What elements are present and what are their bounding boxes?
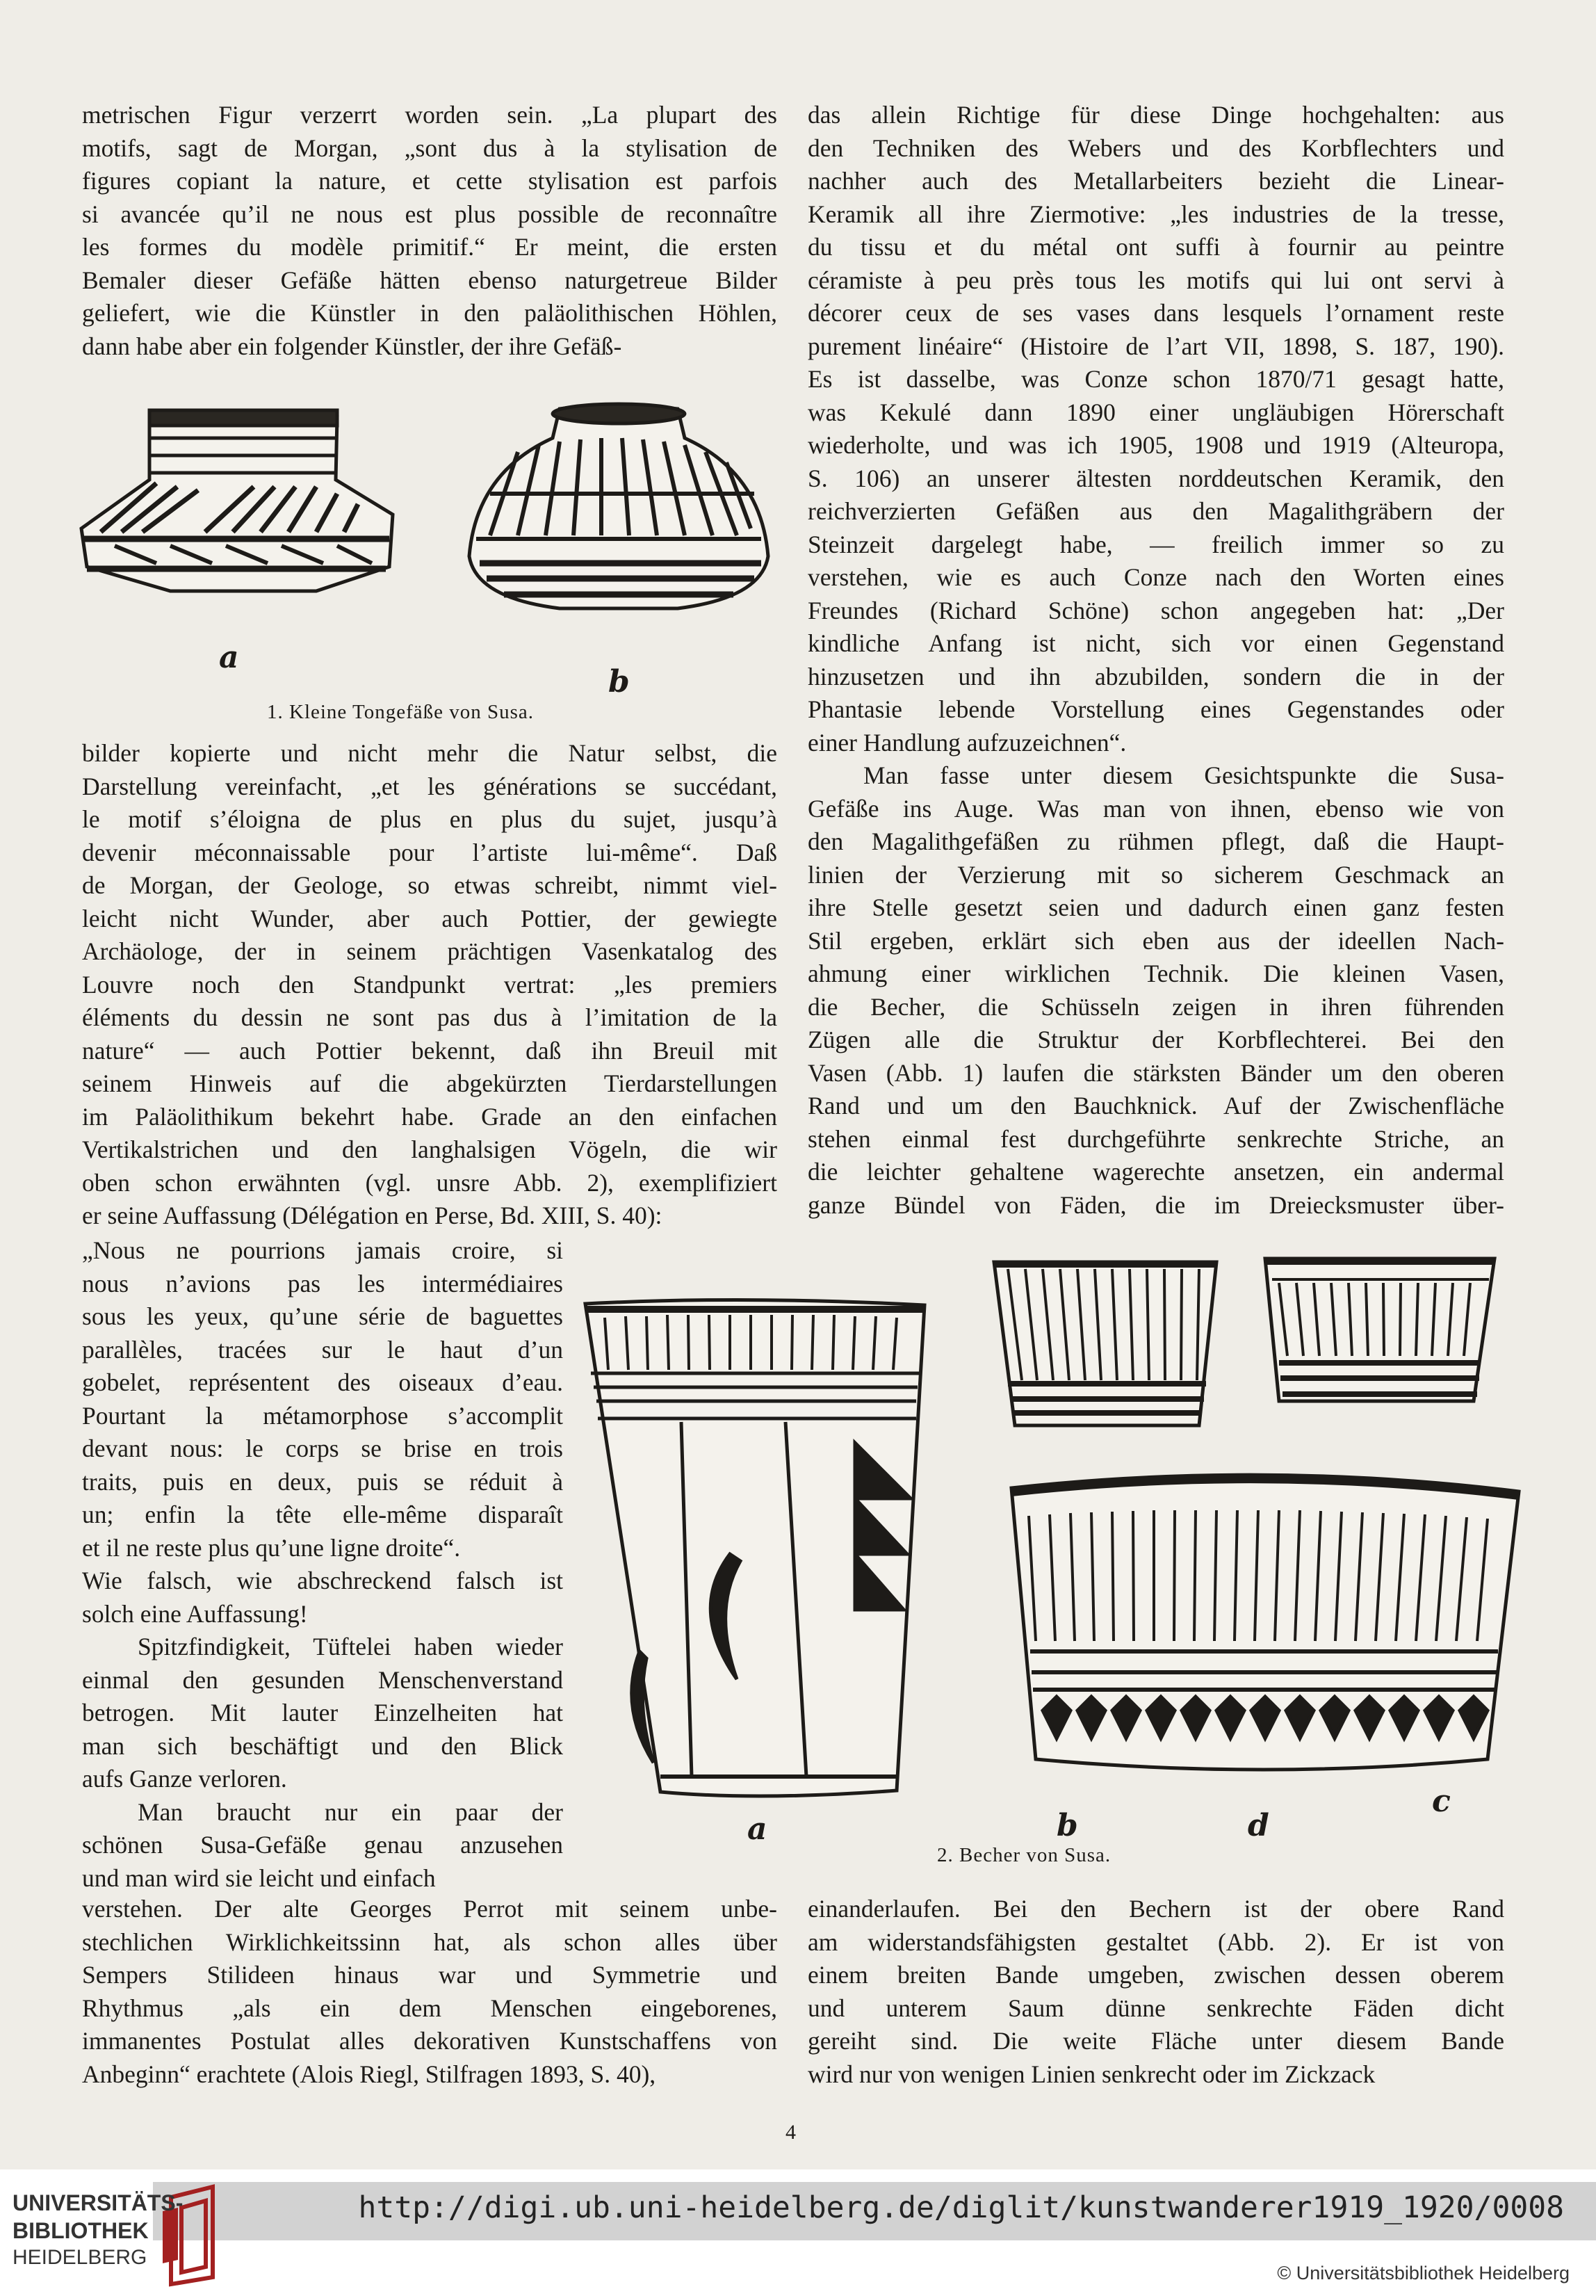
text-line: „Nous ne pourrions jamais croire, si (82, 1236, 563, 1264)
text-line: betrogen. Mit lauter Einzelheiten hat (82, 1699, 563, 1727)
vessel-1a (81, 410, 393, 591)
text-line: purement linéaire“ (Histoire de l’art VII, 1898, S. 187, 190). (808, 332, 1504, 360)
text-line: Vertikalstrichen und den langhalsigen Vögeln, die wir (82, 1135, 777, 1163)
left-column-bottom-text (82, 1893, 777, 2091)
text-line: Stil ergeben, erklärt sich eben aus der ideellen Nach- (808, 926, 1504, 955)
right-column-top-text (808, 99, 1504, 1222)
text-line: man sich beschäftigt und den Blick (82, 1731, 563, 1760)
bowl-2c-large (1011, 1475, 1519, 1770)
text-line: stehen einmal fest durchgeführte senkrechte Striche, an (808, 1124, 1504, 1153)
text-line: und man wird sie leicht und einfach (82, 1864, 436, 1892)
text-line: hinzusetzen und ihn abzubilden, sondern die in der (808, 662, 1504, 690)
text-line: Anbeginn“ erachtete (Alois Riegl, Stilfragen 1893, S. 40), (82, 2060, 656, 2088)
text-line: verstehen. Der alte Georges Perrot mit seinem unbe- (82, 1895, 777, 1923)
text-line: die Becher, die Schüsseln zeigen in ihren führenden (808, 992, 1504, 1021)
text-line: einer Handlung aufzuzeichnen“. (808, 728, 1127, 757)
text-line: un; enfin la tête elle-même disparaît (82, 1501, 563, 1528)
left-column-quote-text (82, 1234, 563, 1895)
text-line: du tissu et du métal ont suffi à fournir au peintre (808, 233, 1504, 261)
text-line: und unterem Saum dünne senkrechte Fäden dicht (808, 1994, 1504, 2022)
text-line: er seine Auffassung (Délégation en Perse, Bd. XIII, S. 40): (82, 1202, 662, 1229)
text-line: Darstellung vereinfacht, „et les générations se succédant, (82, 772, 777, 800)
text-line: seinem Hinweis auf die abgekürzten Tierdarstellungen (82, 1069, 777, 1097)
text-line: Wie falsch, wie abschreckend falsch ist (82, 1567, 563, 1594)
figure-1-vessels (73, 389, 782, 700)
text-line: Louvre noch den Standpunkt vertrat: „les premiers (82, 970, 777, 999)
text-line: dann habe aber ein folgender Künstler, der ihre Gefäß- (82, 332, 622, 360)
text-line: wiederholte, und was ich 1905, 1908 und 1919 (Alteuropa, (808, 431, 1504, 459)
figure-1-label-a: a (219, 640, 239, 675)
text-line: Freundes (Richard Schöne) schon angegeben hat: „Der (808, 596, 1504, 624)
text-line: das allein Richtige für diese Dinge hochgehalten: aus (808, 101, 1504, 129)
figure-1-caption: 1. Kleine Tongefäße von Susa. (267, 701, 535, 723)
text-line: céramiste à peu près tous les motifs qui lui ont servi à (808, 266, 1504, 294)
text-line: aufs Ganze verloren. (82, 1765, 287, 1793)
text-lines (82, 99, 777, 363)
figure-2-beakers (987, 1252, 1536, 1843)
text-line: traits, puis en deux, puis se réduit à (82, 1467, 563, 1496)
text-line: die leichter gehaltene wagerechte ansetzen, ein andermal (808, 1158, 1504, 1186)
figure-2-caption: 2. Becher von Susa. (937, 1844, 1112, 1866)
text-line: leicht nicht Wunder, aber auch Pottier, der gewiegte (82, 904, 777, 932)
text-line: einmal den gesunden Menschenverstand (82, 1665, 563, 1694)
text-lines (82, 737, 777, 1233)
figure-2-label-a: a (747, 1811, 767, 1847)
text-line: Es ist dasselbe, was Conze schon 1870/71 gesagt hatte, (808, 365, 1504, 393)
beaker-2b-small (994, 1262, 1216, 1425)
page-number: 4 (785, 2121, 796, 2144)
text-line: den Magalithgefäßen zu rühmen pflegt, daß die Haupt- (808, 827, 1504, 855)
text-line: figures copiant la nature, et cette stylisation est parfois (82, 167, 777, 195)
text-line: nachher auch des Metallarbeiters bezieht die Linear- (808, 167, 1504, 195)
text-line: den Techniken des Webers und des Korbflechters und (808, 134, 1504, 162)
copyright-notice: © Universitätsbibliothek Heidelberg (1277, 2263, 1570, 2283)
text-line: Archäologe, der in seinem prächtigen Vasenkatalog des (82, 937, 777, 965)
text-line: schönen Susa-Gefäße genau anzusehen (82, 1831, 563, 1859)
text-line: linien der Verzierung mit so sicherem Geschmack an (808, 860, 1504, 889)
text-line: Steinzeit dargelegt habe, — freilich immer so zu (808, 530, 1504, 558)
text-line: Man braucht nur ein paar der (138, 1797, 563, 1826)
text-line: Bemaler dieser Gefäße hätten ebenso naturgetreue Bilder (82, 266, 777, 294)
text-line: immanentes Postulat alles dekorativen Kunstschaffens von (82, 2027, 777, 2055)
text-line: bilder kopierte und nicht mehr die Natur selbst, die (82, 739, 777, 767)
text-line: décorer ceux de ses vases dans lesquels l’ornament reste (808, 299, 1504, 327)
figure-2a-beaker (577, 1290, 938, 1846)
text-line: einanderlaufen. Bei den Bechern ist der obere Rand (808, 1895, 1504, 1923)
text-line: oben schon erwähnten (vgl. unsre Abb. 2), exemplifiziert (82, 1168, 777, 1197)
text-line: Zügen alle die Struktur der Korbflechterei. Bei den (808, 1026, 1504, 1053)
left-column-top-text (82, 99, 777, 363)
text-line: geliefert, wie die Künstler in den paläolithischen Höhlen, (82, 299, 777, 327)
text-line: Rand und um den Bauchknick. Auf der Zwischenfläche (808, 1092, 1504, 1119)
text-line: les formes du modèle primitif.“ Er meint, die ersten (82, 233, 777, 261)
text-line: ganze Bündel von Fäden, die im Dreiecksmuster über- (808, 1190, 1504, 1219)
text-line: Keramik all ihre Ziermotive: „les industries de la tresse, (808, 200, 1504, 228)
vessel-1b (469, 404, 768, 608)
text-line: verstehen, wie es auch Conze nach den Worten eines (808, 563, 1504, 591)
figure-1-label-b: b (608, 664, 630, 700)
text-line: nature“ — auch Pottier bekennt, daß ihn Breuil mit (82, 1036, 777, 1065)
text-line: Rhythmus „als ein dem Menschen eingeborenes, (82, 1994, 777, 2022)
figure-2-label-b: b (1057, 1808, 1078, 1843)
text-line: Gefäße ins Auge. Was man von ihnen, ebenso wie von (808, 794, 1504, 823)
text-line: Vasen (Abb. 1) laufen die stärksten Bänder um den oberen (808, 1058, 1504, 1087)
text-line: stechlichen Wirklichkeitssinn hat, als schon alles über (82, 1927, 777, 1956)
text-line: metrischen Figur verzerrt worden sein. „La plupart des (82, 101, 777, 129)
text-line: einem breiten Bande umgeben, zwischen dessen oberem (808, 1961, 1504, 1989)
text-line: et il ne reste plus qu’une ligne droite“. (82, 1533, 461, 1562)
text-line: im Paläolithikum bekehrt habe. Grade an den einfachen (82, 1102, 777, 1131)
text-line: Pourtant la métamorphose s’accomplit (82, 1401, 563, 1430)
figure-2-label-c: c (1432, 1784, 1451, 1819)
text-line: S. 106) an unserer ältesten norddeutschen Keramik, den (808, 464, 1504, 492)
text-line: am widerstandsfähigsten gestaltet (Abb. 2). Er ist von (808, 1927, 1504, 1956)
text-line: Man fasse unter diesem Gesichtspunkte die Susa- (863, 761, 1504, 789)
text-line: parallèles, tracées sur le haut d’un (82, 1335, 563, 1364)
text-line: devenir méconnaissable pour l’artiste lui-même“. Daß (82, 838, 777, 866)
text-line: kindliche Anfang ist nicht, sich vor einen Gegenstand (808, 629, 1504, 657)
library-logo-line3: HEIDELBERG (13, 2246, 147, 2269)
text-line: de Morgan, der Geologe, so etwas schreibt, nimmt viel- (82, 871, 777, 899)
text-lines (82, 1893, 777, 2091)
library-logo-line2: BIBLIOTHEK (13, 2218, 149, 2243)
text-line: sous les yeux, qu’une série de baguettes (82, 1302, 563, 1330)
right-column-bottom-text (808, 1893, 1504, 2091)
text-line: was Kekulé dann 1890 einer ungläubigen Hörerschaft (808, 398, 1504, 426)
text-line: Spitzfindigkeit, Tüftelei haben wieder (138, 1633, 563, 1660)
left-column-middle-text (82, 737, 777, 1233)
text-line: solch eine Auffassung! (82, 1599, 308, 1628)
text-line: wird nur von wenigen Linien senkrecht oder im Zickzack (808, 2060, 1376, 2088)
library-logo-line1: UNIVERSITÄTS- (13, 2190, 184, 2215)
text-lines (808, 1893, 1504, 2091)
text-line: Phantasie lebende Vorstellung eines Gegenstandes oder (808, 695, 1504, 723)
text-line: ihre Stelle gesetzt seien und dadurch einen ganz festen (808, 894, 1504, 921)
text-line: Sempers Stilideen hinaus war und Symmetrie und (82, 1961, 777, 1989)
text-lines (808, 99, 1504, 1222)
beaker-2d-small (1265, 1259, 1495, 1401)
text-line: le motif s’éloigna de plus en plus du sujet, jusqu’à (82, 805, 777, 833)
figure-2-label-d: d (1248, 1808, 1269, 1843)
text-line: gereiht sind. Die weite Fläche unter diesem Bande (808, 2027, 1504, 2055)
text-line: éléments du dessin ne sont pas dus à l’imitation de la (82, 1003, 777, 1031)
text-line: si avancée qu’il ne nous est plus possible de reconnaître (82, 200, 777, 228)
permalink-url[interactable]: http://digi.ub.uni-heidelberg.de/diglit/kunstwanderer1919_1920/0008 (358, 2190, 1564, 2225)
text-line: motifs, sagt de Morgan, „sont dus à la stylisation de (82, 134, 777, 162)
text-line: nous n’avions pas les intermédiaires (82, 1269, 563, 1297)
text-line: devant nous: le corps se brise en trois (82, 1434, 563, 1462)
text-line: reichverzierten Gefäßen aus den Magalithgräbern der (808, 497, 1504, 525)
text-line: ahmung einer wirklichen Technik. Die kleinen Vasen, (808, 960, 1504, 987)
text-line: gobelet, représentent des oiseaux d’eau. (82, 1368, 563, 1396)
text-lines (82, 1234, 563, 1895)
